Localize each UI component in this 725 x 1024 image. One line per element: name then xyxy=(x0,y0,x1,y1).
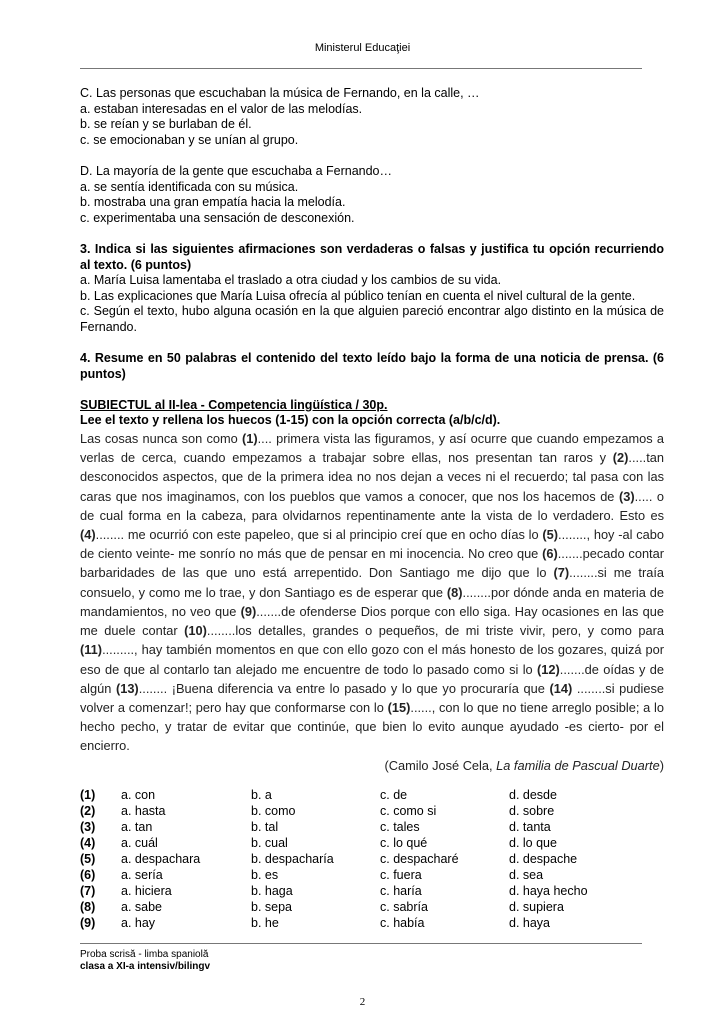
gap-13-marker: (13) xyxy=(115,680,139,696)
item-3-statement-b: b. Las explicaciones que María Luisa ofrecía al público tenían en cuenta el nivel cultural de la gente. xyxy=(80,288,636,303)
gap-2-marker: (2) xyxy=(612,450,629,466)
gap-5-marker: (5) xyxy=(542,527,559,543)
citation-work-title: La familia de Pascual Duarte xyxy=(496,757,660,773)
gap-3-marker: (3) xyxy=(618,488,635,504)
item-3 xyxy=(80,242,664,336)
options-row: (2) a. hasta b. como c. como si d. sobre xyxy=(80,803,555,818)
page-footer xyxy=(80,949,210,973)
options-row: (5) a. despachara b. despacharía c. despacharé d. despache xyxy=(80,852,578,867)
question-d-stem: D. La mayoría de la gente que escuchaba a Fernando… xyxy=(80,163,393,178)
question-d-option-a: a. se sentía identificada con su música. xyxy=(80,179,299,194)
item-3-title: 3. Indica si las siguientes afirmaciones son verdaderas o falsas y justifica tu opción recurriendo al texto. (6 puntos) xyxy=(80,241,664,272)
gap-4-marker: (4) xyxy=(80,527,96,543)
citation: (Camilo José Cela, La familia de Pascual Duarte) xyxy=(384,757,664,773)
options-table xyxy=(80,788,659,933)
gap-9-marker: (9) xyxy=(240,603,257,619)
footer-exam-name: Proba scrisă - limba spaniolă xyxy=(80,949,209,960)
item-4-title: 4. Resume en 50 palabras el contenido del texto leído bajo la forma de una noticia de prensa. (6 puntos) xyxy=(80,351,664,381)
options-row: (7) a. hiciera b. haga c. haría d. haya hecho xyxy=(80,884,588,899)
gap-14-marker: (14) xyxy=(549,680,573,696)
gap-7-marker: (7) xyxy=(553,565,570,581)
question-d-option-c: c. experimentaba una sensación de desconexión. xyxy=(80,210,355,225)
gap-1-marker: (1) xyxy=(241,431,258,447)
header-divider xyxy=(80,68,642,69)
question-c-option-c: c. se emocionaban y se unían al grupo. xyxy=(80,132,299,147)
question-d-option-b: b. mostraba una gran empatía hacia la melodía. xyxy=(80,195,346,210)
page-header: Ministerul Educaţiei xyxy=(314,42,411,54)
subject-2-instruction: Lee el texto y rellena los huecos (1-15) con la opción correcta (a/b/c/d). xyxy=(80,413,501,428)
exam-content xyxy=(80,86,664,933)
page-number: 2 xyxy=(359,996,366,1008)
gap-10-marker: (10) xyxy=(184,623,207,639)
gap-15-marker: (15) xyxy=(387,699,411,715)
subject-2 xyxy=(80,398,664,933)
question-c xyxy=(80,86,664,148)
item-3-statement-c: c. Según el texto, hubo alguna ocasión en la que alguien pareció encontrar algo distinto en la música de Fernando. xyxy=(80,304,664,334)
question-d xyxy=(80,164,664,226)
question-c-option-b: b. se reían y se burlaban de él. xyxy=(80,117,252,132)
options-row: (8) a. sabe b. sepa c. sabría d. supiera xyxy=(80,900,564,915)
question-c-option-a: a. estaban interesadas en el valor de las melodías. xyxy=(80,101,363,116)
item-4 xyxy=(80,351,664,382)
gap-11-marker: (11) xyxy=(80,642,103,658)
cloze-passage: Las cosas nunca son como (1).... primera vista las figuramos, y así ocurre que cuando empezamos a verlas de cerca, cuando empezamos a trabajar sobre ellas, nos presentan tan raros y (2).....tan desconocidos aspectos, que de la primera idea no nos dejan a veces ni el recuerdo; tal pasa con las caras que nos imaginamos, con los pueblos que vamos a conocer, que nos los hacemos de (3)..... o de cual forma en la cabeza, para olvidarnos repentinamente ante la vista de lo verdadero. Esto es (4)........ me ocurrió con este papeleo, que si al principio creí que en ocho días lo (5)........, hoy -al cabo de ciento veinte- me sonrío no más que de pensar en mi inocencia. No creo que (6).......pecado contar barbaridades de las que uno está arrepentido. Don Santiago me dijo que lo (7)........si me traía consuelo, y como me lo trae, y don Santiago es de esperar que (8)........por dónde anda en materia de mandamientos, no veo que (9).......de ofenderse Dios porque con ello siga. Hay ocasiones en las que me duele contar (10)........los detalles, grandes o pequeños, de mi triste vivir, pero, y como para (11)........., hay también momentos en que con ello gozo con el más honesto de los gozares, quizá por eso de que al contarlo tan alejado me encuentre de todo lo pasado como si lo (12).......de oídas y de algún (13)........ ¡Buena diferencia va entre lo pasado y lo que yo procuraría que (14) ........si pudiese volver a comenzar!; pero hay que conformarse con lo (15)......, con lo que no tiene arreglo posible; a lo hecho pecho, y tratar de evitar que continúe, que bien lo evito aunque ayudado -es cierto- por el encierro. xyxy=(80,431,665,754)
options-row: (4) a. cuál b. cual c. lo qué d. lo que xyxy=(80,836,557,850)
footer-class: clasa a XI-a intensiv/bilingv xyxy=(80,961,211,972)
subject-2-heading: SUBIECTUL al II-lea - Competencia lingüística / 30p. xyxy=(80,397,388,412)
options-row: (6) a. sería b. es c. fuera d. sea xyxy=(80,868,544,883)
options-row: (1) a. con b. a c. de d. desde xyxy=(80,787,557,802)
footer-divider xyxy=(80,943,642,944)
gap-12-marker: (12) xyxy=(537,661,560,677)
options-row: (9) a. hay b. he c. había d. haya xyxy=(80,916,551,931)
question-c-stem: C. Las personas que escuchaban la música de Fernando, en la calle, … xyxy=(80,86,480,100)
gap-6-marker: (6) xyxy=(542,546,558,562)
options-row: (3) a. tan b. tal c. tales d. tanta xyxy=(80,819,551,834)
gap-8-marker: (8) xyxy=(446,584,463,600)
item-3-statement-a: a. María Luisa lamentaba el traslado a otra ciudad y los cambios de su vida. xyxy=(80,273,502,288)
